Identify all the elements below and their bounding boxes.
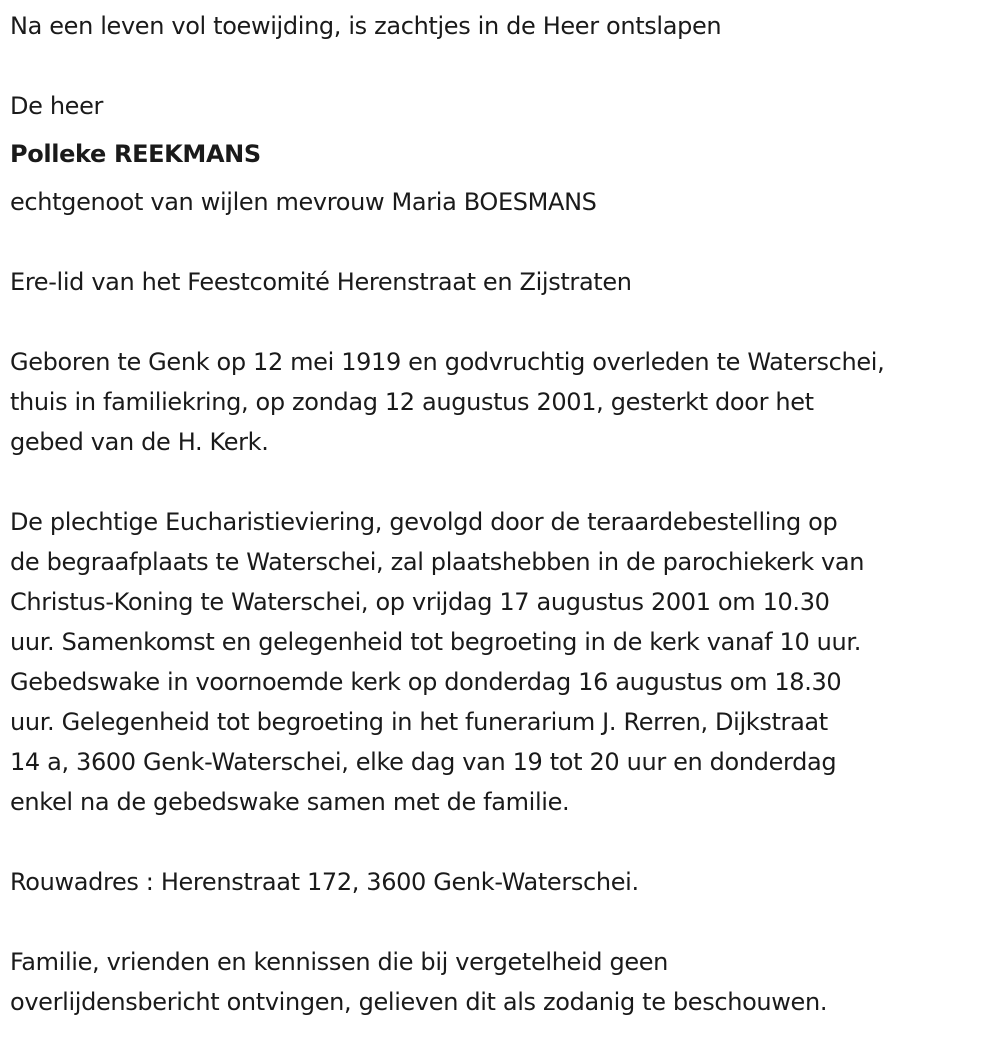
service-line: 14 a, 3600 Genk-Waterschei, elke dag van 19 tot 20 uur en donderdag [10, 748, 837, 776]
service-paragraph [10, 502, 995, 822]
service-line: De plechtige Eucharistieviering, gevolgd door de teraardebestelling op [10, 508, 838, 536]
service-line: Christus-Koning te Waterschei, op vrijdag 17 augustus 2001 om 10.30 [10, 588, 830, 616]
intro-text: Na een leven vol toewijding, is zachtjes in de Heer ontslapen [10, 12, 722, 40]
service-line: enkel na de gebedswake samen met de familie. [10, 788, 570, 816]
deceased-name: Polleke REEKMANS [10, 140, 261, 168]
service-line: uur. Samenkomst en gelegenheid tot begroeting in de kerk vanaf 10 uur. [10, 628, 861, 656]
service-line: Gebedswake in voornoemde kerk op donderdag 16 augustus om 18.30 [10, 668, 842, 696]
closing-line: Familie, vrienden en kennissen die bij vergetelheid geen [10, 948, 669, 976]
closing-paragraph [10, 942, 995, 1022]
birth-paragraph [10, 342, 995, 462]
closing-line: overlijdensbericht ontvingen, gelieven dit als zodanig te beschouwen. [10, 988, 828, 1016]
spouse-text: echtgenoot van wijlen mevrouw Maria BOESMANS [10, 188, 597, 216]
birth-line: gebed van de H. Kerk. [10, 428, 269, 456]
service-line: de begraafplaats te Waterschei, zal plaatshebben in de parochiekerk van [10, 548, 865, 576]
membership-text: Ere-lid van het Feestcomité Herenstraat en Zijstraten [10, 268, 632, 296]
birth-line: Geboren te Genk op 12 mei 1919 en godvruchtig overleden te Waterschei, [10, 348, 885, 376]
salutation: De heer [10, 92, 104, 120]
mourning-address: Rouwadres : Herenstraat 172, 3600 Genk-Waterschei. [10, 868, 639, 896]
service-line: uur. Gelegenheid tot begroeting in het funerarium J. Rerren, Dijkstraat [10, 708, 828, 736]
birth-line: thuis in familiekring, op zondag 12 augustus 2001, gesterkt door het [10, 388, 814, 416]
